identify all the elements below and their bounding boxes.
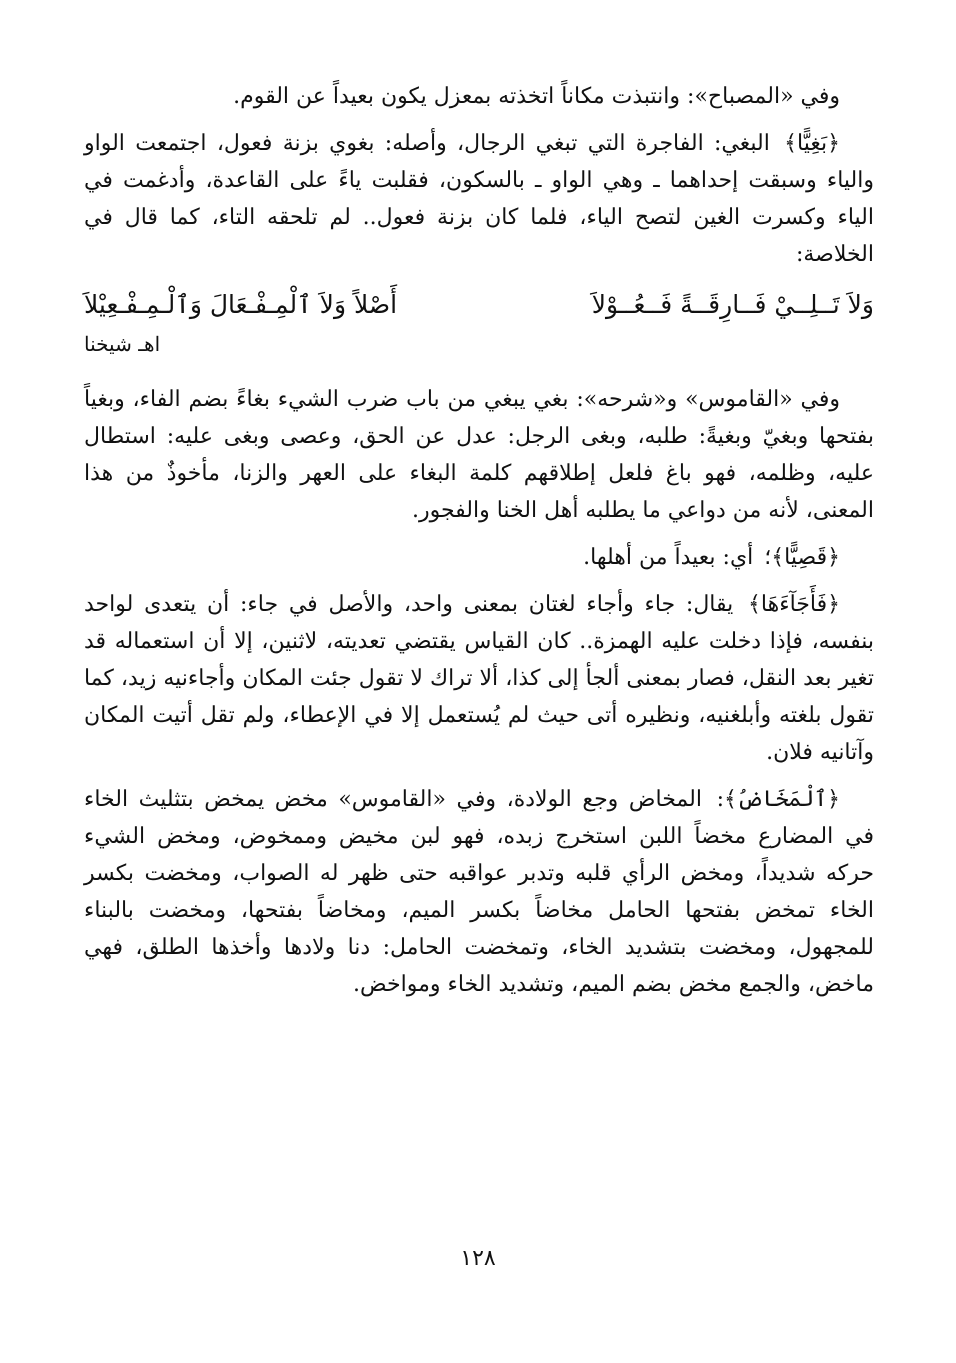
paragraph-qamus <box>84 381 874 529</box>
paragraph-text: البغي: الفاجرة التي تبغي الرجال، وأصله: بغوي بزنة فعول، اجتمعت الواو والياء وسبقت إحداهما ـ وهي الواو ـ بالسكون، فقلبت ياءً على القاعدة، وأدغمت في الياء وكسرت الغين لتصح الياء، فلما كان بزنة فعول.. لم تلحقه التاء، كما قال في الخلاصة: <box>84 131 874 267</box>
paragraph-text: وفي «القاموس» و«شرحه»: بغي يبغي من باب ضرب الشيء بغاءً بضم الفاء، وبغياً بفتحها وبغيّ وبغيةً: طلبه، وبغى الرجل: عدل عن الحق، وعصى وبغى عليه: استطال عليه، وظلمه، فهو باغ فلعل إطلاقهم كلمة البغاء على العهر والزنا، مأخوذٌ من هذا المعنى، لأنه من دواعي ما يطلبه أهل الخنا والفجور. <box>84 387 874 523</box>
paragraph-text: يقال: جاء وأجاء لغتان بمعنى واحد، والأصل في جاء: أن يتعدى لواحد بنفسه، فإذا دخلت عليه الهمزة.. كان القياس يقتضي تعديته، لاثنين، إلا أن استعماله قد تغير بعد النقل، فصار بمعنى ألجأ إلى كذا، ألا تراك لا تقول جئت المكان وأجاءنيه زيد، كما تقول بلغته وأبلغنيه، ونظيره أتى حيث لم يُستعمل إلا في الإعطاء، ولم تقل أتيت المكان وآتانيه فلان. <box>84 592 874 765</box>
paragraph-text: المخاض وجع الولادة، وفي «القاموس» مخض يمخض بتثليث الخاء في المضارع مخضاً اللبن استخرج زبده، فهو لبن مخيض وممخوض، ومخض الشيء حركه شديداً، ومخض الرأي قلبه وتدبر عواقبه حتى ظهر له الصواب، ومخضت بكسر الخاء تمخض بفتحها الحامل مخاضاً بكسر الميم، ومخاضاً بفتحها، ومخضت بالبناء للمجهول، ومخضت بتشديد الخاء، وتمخضت الحامل: دنا ولادها وأخذها الطلق، فهي ماخض، والجمع مخض بضم الميم، وتشديد الخاء ومواخض. <box>84 787 874 997</box>
paragraph-baghiyya <box>84 125 874 273</box>
verse-second-hemistich: أَصْلاً وَلاَ ٱلْمِـفْـعَالَ وَٱلْـمِـفْـعِيْلاَ <box>84 290 398 319</box>
paragraph-makhad <box>84 781 874 1003</box>
quran-term: ﴿فَأَجَآءَهَا﴾ <box>748 592 840 617</box>
quran-term: ﴿بَغِيًّا﴾ <box>784 131 840 156</box>
poetry-verse <box>84 283 874 327</box>
quran-term: ﴿ٱلْمَخَاضُ﴾: <box>716 787 840 812</box>
page-number: ١٢٨ <box>460 1246 496 1271</box>
page-body <box>84 78 874 1013</box>
citation-signature: اهـ شيخنا <box>84 332 161 356</box>
paragraph-misbah <box>84 78 874 115</box>
paragraph-text: أي: بعيداً من أهلها. <box>583 545 754 570</box>
paragraph-faajaaha <box>84 586 874 771</box>
paragraph-qasiyya <box>84 539 874 576</box>
paragraph-text: وفي «المصباح»: وانتبذت مكاناً اتخذته بمعزل يكون بعيداً عن القوم. <box>233 84 840 109</box>
verse-first-hemistich: وَلاَ تَــلِــيْ فَــارِقَــةً فَــعُــوْلاَ <box>591 290 874 319</box>
quran-term: ﴿قَصِيًّا﴾؛ <box>764 545 840 570</box>
